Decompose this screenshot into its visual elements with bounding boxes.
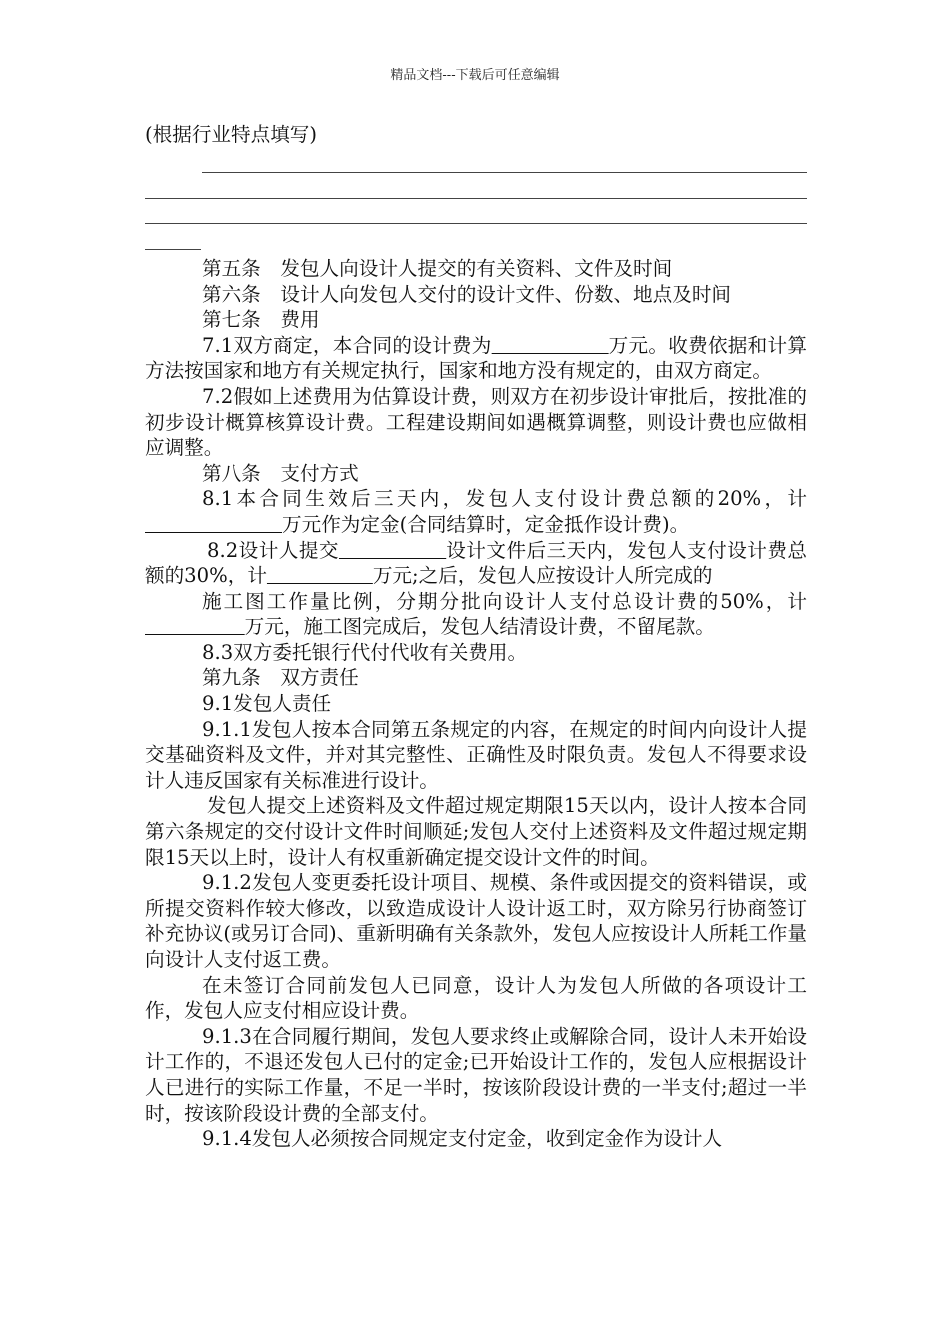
clause-text: 万元，施工图完成后，发包人结清设计费，不留尾款。 bbox=[244, 615, 715, 639]
clause-9-1: 9.1发包人责任 bbox=[202, 692, 332, 716]
clause-8-1 bbox=[145, 486, 807, 537]
article-6-heading: 第六条 设计人向发包人交付的设计文件、份数、地点及时间 bbox=[202, 282, 732, 306]
clause-9-1-4: 9.1.4发包人必须按合同规定支付定金，收到定金作为设计人 bbox=[202, 1127, 723, 1151]
clause-text: 8.2设计人提交 bbox=[207, 538, 339, 562]
clause-8-2-continued bbox=[145, 589, 807, 640]
blank-field bbox=[339, 539, 446, 562]
blank-line bbox=[145, 199, 807, 225]
clause-9-1-3: 9.1.3在合同履行期间，发包人要求终止或解除合同，设计人未开始设计工作的，不退还发包人已付的定金;已开始设计工作的，发包人应根据设计人已进行的实际工作量，不足一半时，按该阶段设计费的一半支付;超过一半时，按该阶段设计费的全部支付。 bbox=[145, 1024, 807, 1125]
blank-field bbox=[267, 564, 373, 587]
clause-text: 施工图工作量比例，分期分批向设计人支付总设计费的50%，计 bbox=[202, 589, 807, 613]
article-8-heading: 第八条 支付方式 bbox=[202, 461, 359, 485]
clause-8-2 bbox=[145, 538, 807, 589]
blank-field bbox=[492, 334, 609, 357]
fill-in-lines bbox=[145, 148, 807, 250]
article-5-heading: 第五条 发包人向设计人提交的有关资料、文件及时间 bbox=[202, 256, 673, 280]
blank-line bbox=[145, 173, 807, 199]
clause-text: 设计文件后三天内，发包人支付设计费总额的30%，计 bbox=[145, 538, 807, 588]
article-9-heading: 第九条 双方责任 bbox=[202, 666, 359, 690]
clause-text: 7.1双方商定，本合同的设计费为 bbox=[202, 333, 492, 357]
clause-text: 万元;之后，发包人应按设计人所完成的 bbox=[372, 564, 713, 588]
clause-9-1-1: 9.1.1发包人按本合同第五条规定的内容，在规定的时间内向设计人提交基础资料及文件，并对其完整性、正确性及时限负责。发包人不得要求设计人违反国家有关标准进行设计。 bbox=[145, 717, 807, 792]
clause-8-3: 8.3双方委托银行代付代收有关费用。 bbox=[202, 640, 528, 664]
intro-note: (根据行业特点填写) bbox=[145, 123, 318, 146]
clause-text: 8.1本合同生效后三天内，发包人支付设计费总额的20%，计 bbox=[202, 487, 807, 511]
page-header: 精品文档---下载后可任意编辑 bbox=[390, 68, 560, 83]
contract-body bbox=[145, 122, 807, 1152]
clause-9-1-1-b: 发包人提交上述资料及文件超过规定期限15天以内，设计人按本合同第六条规定的交付设计文件时间顺延;发包人交付上述资料及文件超过规定期限15天以上时，设计人有权重新确定提交设计文件的时间。 bbox=[145, 794, 807, 869]
blank-line bbox=[202, 148, 807, 174]
article-7-heading: 第七条 费用 bbox=[202, 308, 320, 332]
clause-text: 万元作为定金(合同结算时，定金抵作设计费)。 bbox=[282, 512, 690, 536]
clause-9-1-2: 9.1.2发包人变更委托设计项目、规模、条件或因提交的资料错误，或所提交资料作较大修改，以致造成设计人设计返工时，双方除另行协商签订补充协议(或另订合同)、重新明确有关条款外，发包人应按设计人所耗工作量向设计人支付返工费。 bbox=[145, 871, 807, 971]
blank-field bbox=[145, 615, 245, 638]
blank-line bbox=[145, 224, 201, 250]
clause-9-1-2-b: 在未签订合同前发包人已同意，设计人为发包人所做的各项设计工作，发包人应支付相应设计费。 bbox=[145, 973, 807, 1023]
clause-7-1 bbox=[145, 333, 807, 384]
clause-7-2: 7.2假如上述费用为估算设计费，则双方在初步设计审批后，按批准的初步设计概算核算设计费。工程建设期间如遇概算调整，则设计费也应做相应调整。 bbox=[145, 384, 807, 460]
blank-field bbox=[145, 513, 282, 536]
clause-text: 万元。收费依据和计算方法按国家和地方有关规定执行，国家和地方没有规定的，由双方商定。 bbox=[145, 333, 807, 383]
